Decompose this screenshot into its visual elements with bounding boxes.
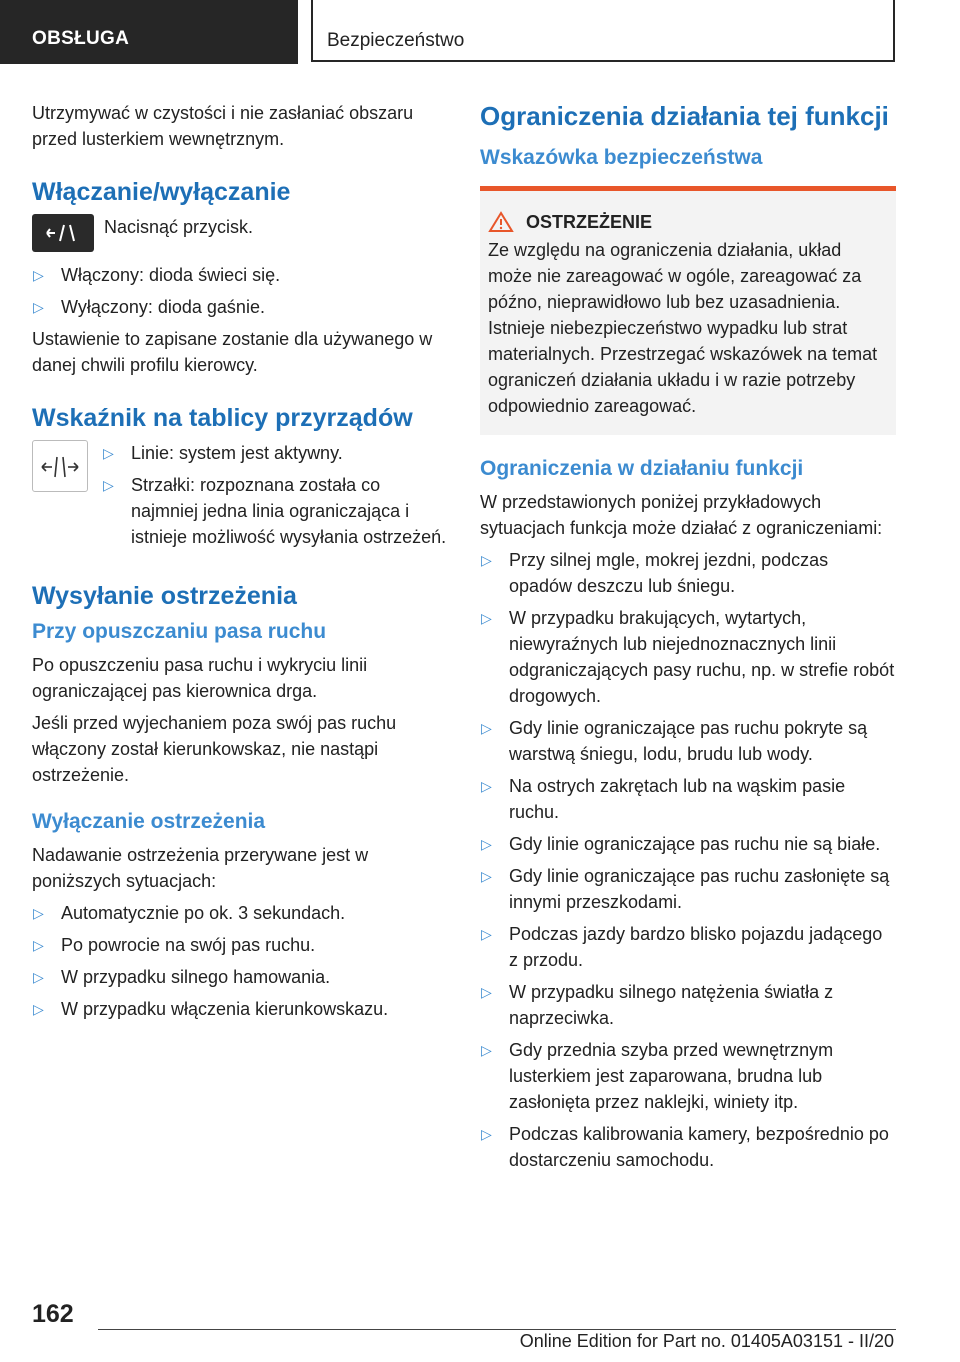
triangle-right-icon: ▷ [33,905,44,921]
triangle-right-icon: ▷ [33,969,44,985]
onoff-heading: Włączanie/wyłączanie [32,178,291,206]
list-item: ▷ Wyłączony: dioda gaśnie. [32,294,450,320]
warning-triangle-icon [488,211,514,233]
list-item: ▷ Linie: system jest aktywny. [102,440,450,466]
list-item: ▷ W przypadku brakujących, wytartych, niewyraźnych lub niejednoznacznych linii odgraniczających pasy ruchu, np. w strefie robót drogowych. [480,605,896,709]
lane-leave-subheading: Przy opuszczaniu pasa ruchu [32,620,327,643]
profile-note: Ustawienie to zapisane zostanie dla używanego w danej chwili profilu kierowcy. [32,329,433,375]
button-instruction: Nacisnąć przycisk. [104,217,254,237]
triangle-right-icon: ▷ [481,1042,492,1058]
triangle-right-icon: ▷ [481,552,492,568]
triangle-right-icon: ▷ [481,868,492,884]
limits-intro: W przedstawionych poniżej przykładowych sytuacjach funkcja może działać z ograniczeniami: [480,492,883,538]
triangle-right-icon: ▷ [33,299,44,315]
warning-text: Ze względu na ograniczenia działania, układ może nie zareagować w ogóle, zareagować za późno, nieprawidłowo lub bez uzasadnienia. Istnieje niebezpieczeństwo wypadku lub strat materialnych. Przestrzegać wskazówek na temat ograniczeń działania układu i w razie potrzeby odpowiednio zareagować. [488,240,878,416]
lane-indicator-icon [32,440,88,492]
limits-subheading: Ograniczenia w działaniu funkcji [480,457,804,480]
list-item: ▷ Podczas kalibrowania kamery, bezpośrednio po dostarczeniu samochodu. [480,1121,896,1173]
triangle-right-icon: ▷ [103,477,114,493]
page-number: 162 [32,1300,74,1328]
triangle-right-icon: ▷ [481,1126,492,1142]
intro-text: Utrzymywać w czystości i nie zasłaniać obszaru przed lusterkiem wewnętrznym. [32,103,414,149]
triangle-right-icon: ▷ [481,836,492,852]
triangle-right-icon: ▷ [481,720,492,736]
warning-off-text: Nadawanie ostrzeżenia przerywane jest w poniższych sytuacjach: [32,845,369,891]
list-item: ▷ W przypadku włączenia kierunkowskazu. [32,996,450,1022]
onoff-list [32,262,450,320]
warning-title-row [488,211,888,233]
lane-departure-button-icon [32,214,94,252]
list-item: ▷ Podczas jazdy bardzo blisko pojazdu jadącego z przodu. [480,921,896,973]
list-item: ▷ Przy silnej mgle, mokrej jezdni, podczas opadów deszczu lub śniegu. [480,547,896,599]
warning-box [480,186,896,435]
right-column [480,100,896,1179]
list-item: ▷ W przypadku silnego natężenia światła z naprzeciwka. [480,979,896,1031]
list-item: ▷ W przypadku silnego hamowania. [32,964,450,990]
left-column [32,100,450,1028]
list-item: ▷ Gdy linie ograniczające pas ruchu zasłonięte są innymi przeszkodami. [480,863,896,915]
button-row [32,214,450,252]
triangle-right-icon: ▷ [33,937,44,953]
indicator-list [102,440,450,556]
list-item: ▷ Gdy przednia szyba przed wewnętrznym lusterkiem jest zaparowana, brudna lub zasłonięta przez naklejki, winiety itp. [480,1037,896,1115]
list-item: ▷ Gdy linie ograniczające pas ruchu nie są białe. [480,831,896,857]
triangle-right-icon: ▷ [481,926,492,942]
limits-main-heading: Ograniczenia działania tej funkcji [480,101,889,131]
limits-list [480,547,896,1173]
edition-text: Online Edition for Part no. 01405A03151 - II/20 [519,1331,894,1351]
section-label: OBSŁUGA [32,28,130,49]
warning-off-list [32,900,450,1022]
safety-subheading: Wskazówka bezpieczeństwa [480,146,763,169]
chapter-label: Bezpieczeństwo [327,30,465,51]
list-item: ▷ Automatycznie po ok. 3 sekundach. [32,900,450,926]
indicator-text: Jeśli przed wyjechaniem poza swój pas ruchu włączony został kierunkowskaz, nie nastąpi ostrzeżenie. [32,713,397,785]
indicator-heading: Wskaźnik na tablicy przyrządów [32,404,413,432]
warning-off-subheading: Wyłączanie ostrzeżenia [32,810,266,833]
indicator-row [32,440,450,556]
footer-divider [98,1329,896,1330]
chapter-tab [311,0,895,62]
triangle-right-icon: ▷ [33,1001,44,1017]
list-item: ▷ Na ostrych zakrętach lub na wąskim pasie ruchu. [480,773,896,825]
triangle-right-icon: ▷ [481,610,492,626]
triangle-right-icon: ▷ [103,445,114,461]
list-item: ▷ Strzałki: rozpoznana została co najmniej jedna linia ograniczająca i istnieje możliwość wysyłania ostrzeżeń. [102,472,450,550]
list-item: ▷ Gdy linie ograniczające pas ruchu pokryte są warstwą śniegu, lodu, brudu lub wody. [480,715,896,767]
sending-heading: Wysyłanie ostrzeżenia [32,582,297,610]
warning-title: OSTRZEŻENIE [526,211,653,232]
list-item: ▷ Włączony: dioda świeci się. [32,262,450,288]
lane-leave-text: Po opuszczeniu pasa ruchu i wykryciu linii ograniczającej pas kierownica drga. [32,655,368,701]
list-item: ▷ Po powrocie na swój pas ruchu. [32,932,450,958]
triangle-right-icon: ▷ [481,778,492,794]
triangle-right-icon: ▷ [33,267,44,283]
section-tab [0,0,298,64]
triangle-right-icon: ▷ [481,984,492,1000]
